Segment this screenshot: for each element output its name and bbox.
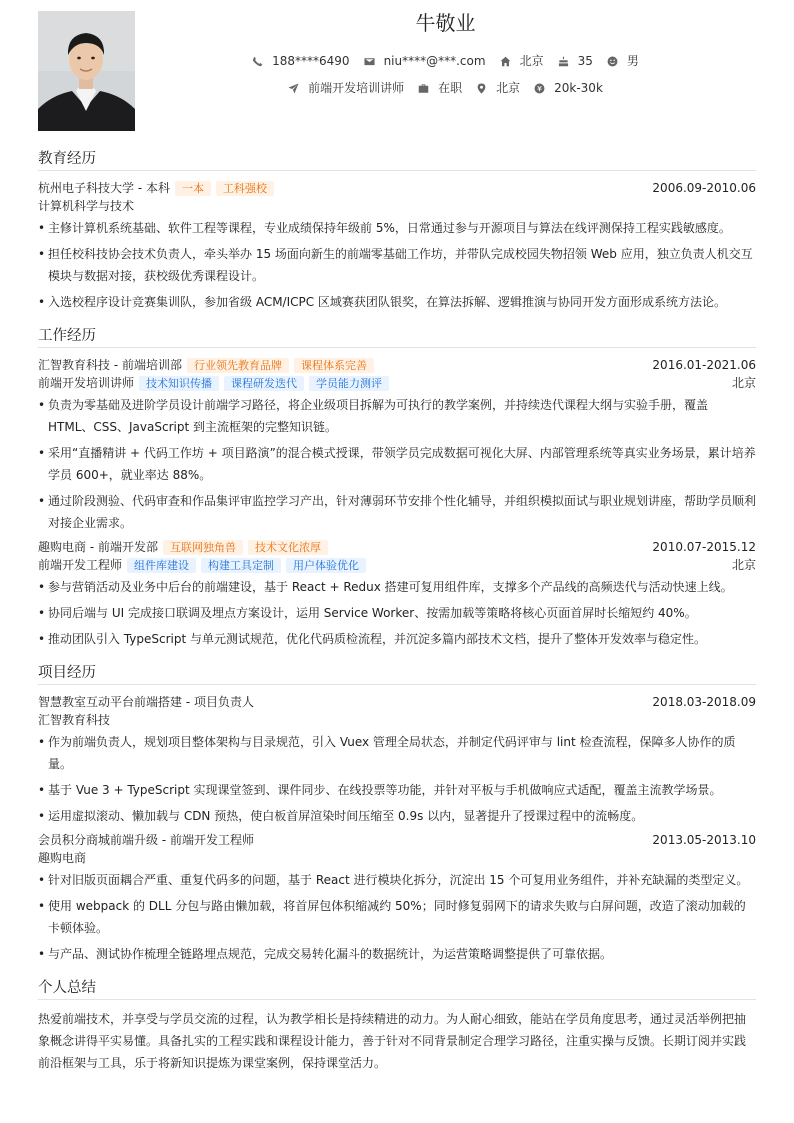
job-bullets — [38, 576, 756, 650]
project-name-row — [38, 693, 756, 711]
status-item — [418, 80, 462, 96]
mail-icon — [364, 56, 375, 67]
company-tag: 行业领先教育品牌 — [187, 358, 289, 373]
job-company-row — [38, 538, 756, 556]
list-item: • 与产品、测试协作梳理全链路埋点规范，完成交易转化漏斗的数据统计，为运营策略调整提供了可靠依据。 — [38, 943, 756, 965]
job-role: 前端开发培训讲师 — [38, 376, 135, 390]
job-intention-row — [135, 80, 756, 96]
list-item: • 主修计算机系统基础、软件工程等课程，专业成绩保持年级前 5%，日常通过参与开源项目与算法在线评测保持工程实践敏感度。 — [38, 217, 756, 239]
target-position-text: 前端开发培训讲师 — [308, 81, 405, 95]
company-name: 汇智教育科技 - 前端培训部 — [38, 358, 182, 372]
candidate-name: 牛敬业 — [415, 11, 476, 35]
project-period: 2018.03-2018.09 — [652, 695, 756, 709]
job-company-row — [38, 356, 756, 374]
job-bullets — [38, 394, 756, 534]
project-bullets — [38, 731, 756, 827]
company-tag: 互联网独角兽 — [163, 540, 243, 555]
location-text: 北京 — [519, 54, 544, 68]
list-item: • 负责为零基础及进阶学员设计前端学习路径，将企业级项目拆解为可执行的教学案例，并持续迭代课程大纲与实验手册，覆盖 HTML、CSS、JavaScript 到主流框架的完整知识链。 — [38, 394, 756, 438]
salary-text: 20k-30k — [554, 81, 603, 95]
list-item: • 担任校科技协会技术负责人，牵头举办 15 场面向新生的前端零基础工作坊，并带队完成校园失物招领 Web 应用，独立负责人机交互模块与数据对接，获校级优秀课程设计。 — [38, 243, 756, 287]
list-item: • 参与营销活动及业务中后台的前端建设，基于 React + Redux 搭建可复用组件库，支撑多个产品线的高频迭代与活动快速上线。 — [38, 576, 756, 598]
project-name: 智慧教室互动平台前端搭建 - 项目负责人 — [38, 695, 254, 709]
project-entry — [38, 831, 756, 965]
project-entry — [38, 693, 756, 827]
job-role: 前端开发工程师 — [38, 558, 123, 572]
list-item: • 协同后端与 UI 完成接口联调及埋点方案设计，运用 Service Worker、按需加载等策略将核心页面首屏时长缩短约 40%。 — [38, 602, 756, 624]
resume-header — [38, 11, 756, 131]
project-name-row — [38, 831, 756, 849]
briefcase-icon — [418, 83, 429, 94]
job-entry — [38, 538, 756, 650]
contact-info-row — [135, 53, 756, 69]
education-school-row — [38, 179, 756, 197]
role-tag: 组件库建设 — [127, 558, 196, 573]
email-item — [364, 53, 486, 69]
gender-item — [607, 53, 639, 69]
list-item: • 针对旧版页面耦合严重、重复代码多的问题，基于 React 进行模块化拆分，沉淀出 15 个可复用业务组件，并补充缺漏的类型定义。 — [38, 869, 756, 891]
job-city: 北京 — [731, 558, 756, 572]
job-entry — [38, 356, 756, 534]
list-item: • 入选校程序设计竞赛集训队，参加省级 ACM/ICPC 区域赛获团队银奖，在算法拆解、逻辑推演与协同开发方面形成系统方法论。 — [38, 291, 756, 313]
phone-text: 188****6490 — [272, 54, 350, 68]
major: 计算机科学与技术 — [38, 199, 135, 213]
home-icon — [500, 56, 511, 67]
job-role-row — [38, 556, 756, 574]
smile-icon — [607, 56, 618, 67]
age-text: 35 — [577, 54, 593, 68]
education-bullets — [38, 217, 756, 313]
list-item: • 运用虚拟滚动、懒加载与 CDN 预热，使白板首屏渲染时间压缩至 0.9s 以内，显著提升了授课过程中的流畅度。 — [38, 805, 756, 827]
target-position-item — [288, 80, 404, 96]
summary-text: 热爱前端技术，并享受与学员交流的过程，认为教学相长是持续精进的动力。为人耐心细致，能站在学员角度思考，通过灵活举例把抽象概念讲得平实易懂。具备扎实的工程实践和课程设计能力，善于针对不同背景制定合理学习路径，注重实操与反馈。长期订阅并实践前沿框架与工具，乐于将新知识提炼为课堂案例，保持课堂活力。 — [38, 1012, 747, 1070]
company-tag: 技术文化浓厚 — [248, 540, 328, 555]
education-title: 教育经历 — [38, 150, 756, 171]
job-period: 2016.01-2021.06 — [652, 358, 756, 372]
education-period: 2006.09-2010.06 — [652, 181, 756, 195]
projects-section — [38, 664, 756, 965]
project-period: 2013.05-2013.10 — [652, 833, 756, 847]
project-org: 汇智教育科技 — [38, 713, 111, 727]
projects-title: 项目经历 — [38, 664, 756, 685]
education-section — [38, 150, 756, 313]
list-item: • 使用 webpack 的 DLL 分包与路由懒加载，将首屏包体积缩减约 50%；同时修复弱网下的请求失败与白屏问题，改造了滚动加载的卡顿体验。 — [38, 895, 756, 939]
project-bullets — [38, 869, 756, 965]
role-tag: 学员能力测评 — [309, 376, 389, 391]
cake-icon — [558, 56, 569, 67]
target-city-text: 北京 — [496, 81, 521, 95]
project-org: 趣购电商 — [38, 851, 87, 865]
target-city-item — [476, 80, 520, 96]
list-item: • 推动团队引入 TypeScript 与单元测试规范，优化代码质检流程，并沉淀多篇内部技术文档，提升了整体开发效率与稳定性。 — [38, 628, 756, 650]
role-tag: 技术知识传播 — [139, 376, 219, 391]
resume-page — [38, 11, 756, 1074]
gender-text: 男 — [626, 54, 639, 68]
location-pin-icon — [476, 83, 487, 94]
list-item: • 采用“直播精讲 + 代码工作坊 + 项目路演”的混合模式授课，带领学员完成数据可视化大屏、内部管理系统等真实业务场景，累计培养学员 600+，就业率达 88%。 — [38, 442, 756, 486]
school-name: 杭州电子科技大学 - 本科 — [38, 181, 170, 195]
salary-item — [534, 80, 603, 96]
project-name: 会员积分商城前端升级 - 前端开发工程师 — [38, 833, 254, 847]
money-icon — [534, 83, 545, 94]
role-tag: 构建工具定制 — [201, 558, 281, 573]
age-item — [558, 53, 593, 69]
job-role-row — [38, 374, 756, 392]
school-tag: 一本 — [175, 181, 211, 196]
summary-section — [38, 979, 756, 1074]
status-text: 在职 — [438, 81, 463, 95]
send-icon — [288, 83, 299, 94]
phone-item — [252, 53, 349, 69]
school-tag: 工科强校 — [216, 181, 274, 196]
role-tag: 课程研发迭代 — [224, 376, 304, 391]
list-item: • 通过阶段测验、代码审查和作品集评审监控学习产出，针对薄弱环节安排个性化辅导，并组织模拟面试与职业规划讲座，帮助学员顺利对接企业需求。 — [38, 490, 756, 534]
company-name: 趣购电商 - 前端开发部 — [38, 540, 158, 554]
work-title: 工作经历 — [38, 327, 756, 348]
company-tag: 课程体系完善 — [294, 358, 374, 373]
job-period: 2010.07-2015.12 — [652, 540, 756, 554]
phone-icon — [252, 56, 263, 67]
job-city: 北京 — [731, 376, 756, 390]
work-section — [38, 327, 756, 650]
email-text: niu****@***.com — [383, 54, 486, 68]
profile-photo — [38, 11, 135, 131]
list-item: • 作为前端负责人，规划项目整体架构与目录规范，引入 Vuex 管理全局状态，并制定代码评审与 lint 检查流程，保障多人协作的质量。 — [38, 731, 756, 775]
location-item — [500, 53, 544, 69]
list-item: • 基于 Vue 3 + TypeScript 实现课堂签到、课件同步、在线投票等功能，并针对平板与手机做响应式适配，覆盖主流教学场景。 — [38, 779, 756, 801]
role-tag: 用户体验优化 — [286, 558, 366, 573]
summary-title: 个人总结 — [38, 979, 756, 1000]
